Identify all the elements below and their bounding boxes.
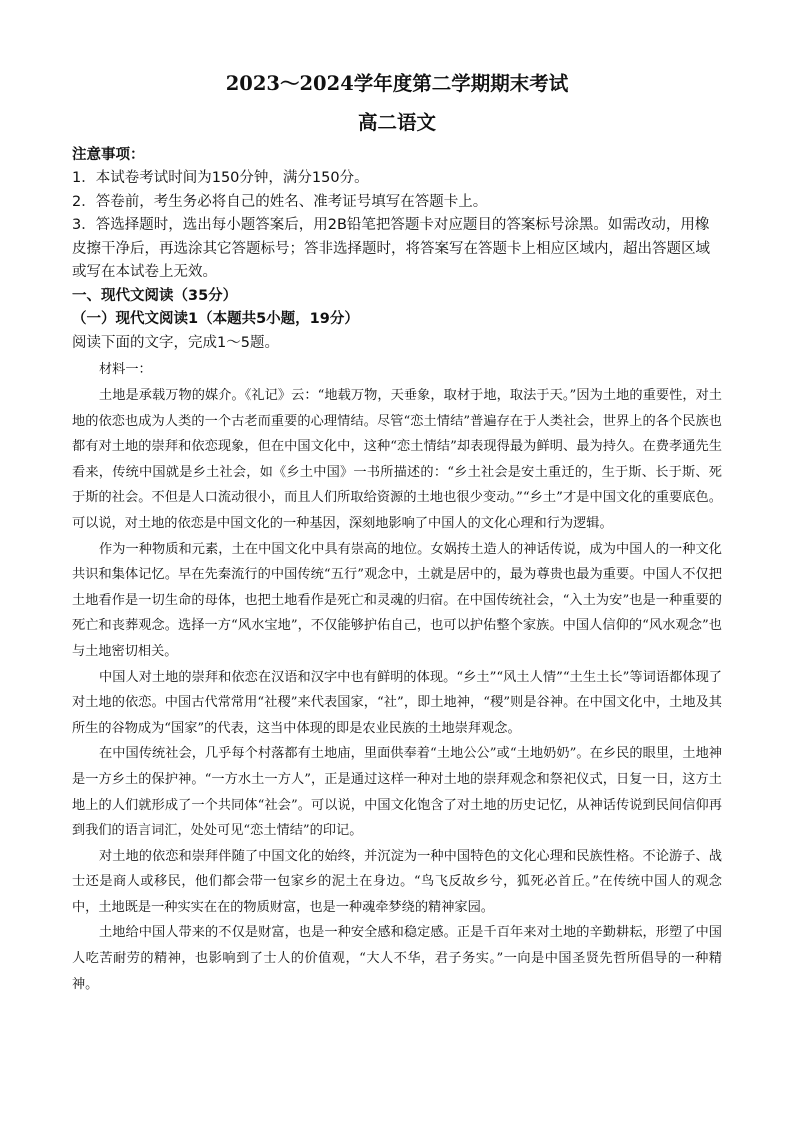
passage-paragraph-3: 中国人对土地的崇拜和依恋在汉语和汉字中也有鲜明的体现。“乡土”“风土人情”“土生土长”等词语都体现了对土地的依恋。中国古代常常用“社稷”来代表国家，“社”，即土地神，“稷”则是谷神。在中国文化中，土地及其所生的谷物成为“国家”的代表，这当中体现的即是农业民族的土地崇拜观念。 [72,669,722,736]
reading-instruction: 阅读下面的文字，完成1～5题。 [72,334,279,351]
passage-paragraph-6: 土地给中国人带来的不仅是财富，也是一种安全感和稳定感。正是千百年来对土地的辛勤耕耘，形塑了中国人吃苦耐劳的精神，也影响到了士人的价值观，“大人不华，君子务实。”一向是中国圣贤先哲所倡导的一种精神。 [72,925,722,992]
section-subheading: （一）现代文阅读1（本题共5小题，19分） [72,311,359,327]
notice-heading: 注意事项： [72,147,145,163]
notice-item-3: 3．答选择题时，选出每小题答案后，用2B铅笔把答题卡对应题目的答案标号涂黑。如需改动，用橡皮擦干净后，再选涂其它答题标号；答非选择题时，将答案写在答题卡上相应区域内，超出答题区域或写在本试卷上无效。 [72,217,710,280]
passage-paragraph-2: 作为一种物质和元素，土在中国文化中具有崇高的地位。女娲抟土造人的神话传说，成为中国人的一种文化共识和集体记忆。早在先秦流行的中国传统“五行”观念中，土就是居中的，最为尊贵也最为重要。中国人不仅把土地看作是一切生命的母体，也把土地看作是死亡和灵魂的归宿。在中国传统社会，“入土为安”也是一种重要的死亡和丧葬观念。选择一方“风水宝地”，不仅能够护佑自己，也可以护佑整个家族。中国人信仰的“风水观念”也与土地密切相关。 [72,541,722,659]
exam-title: 2023～2024学年度第二学期期末考试 [225,72,569,95]
passage-paragraph-1: 土地是承载万物的媒介。《礼记》云：“地载万物，天垂象，取材于地，取法于天。”因为土地的重要性，对土地的依恋也成为人类的一个古老而重要的心理情结。尽管“恋土情结”普遍存在于人类社会，世界上的各个民族也都有对土地的崇拜和依恋现象，但在中国文化中，这种“恋土情结”却表现得最为鲜明、最为持久。在费孝通先生看来，传统中国就是乡土社会，如《乡土中国》一书所描述的：“乡土社会是安土重迁的，生于斯、长于斯、死于斯的社会。不但是人口流动很小，而且人们所取给资源的土地也很少变动。”“乡土”才是中国文化的重要底色。可以说，对土地的依恋是中国文化的一种基因，深刻地影响了中国人的文化心理和行为逻辑。 [72,388,722,531]
notice-item-1: 1．本试卷考试时间为150分钟，满分150分。 [72,170,369,186]
passage-paragraph-4: 在中国传统社会，几乎每个村落都有土地庙，里面供奉着“土地公公”或“土地奶奶”。在乡民的眼里，土地神是一方乡土的保护神。“一方水土一方人”，正是通过这样一种对土地的崇拜观念和祭祀仪式，日复一日，这方土地上的人们就形成了一个共同体“社会”。可以说，中国文化饱含了对土地的历史记忆，从神话传说到民间信仰再到我们的语言词汇，处处可见“恋土情结”的印记。 [72,746,722,839]
passage-paragraph-5: 对土地的依恋和崇拜伴随了中国文化的始终，并沉淀为一种中国特色的文化心理和民族性格。不论游子、战士还是商人或移民，他们都会带一包家乡的泥土在身边。“鸟飞反故乡兮，狐死必首丘。”在传统中国人的观念中，土地既是一种实实在在的物质财富，也是一种魂牵梦绕的精神家园。 [72,848,722,915]
material-label: 材料一： [99,362,152,377]
section-heading: 一、现代文阅读（35分） [72,287,238,304]
notice-item-2: 2．答卷前，考生务必将自己的姓名、准考证号填写在答题卡上。 [72,193,488,210]
exam-subject: 高二语文 [357,111,436,134]
